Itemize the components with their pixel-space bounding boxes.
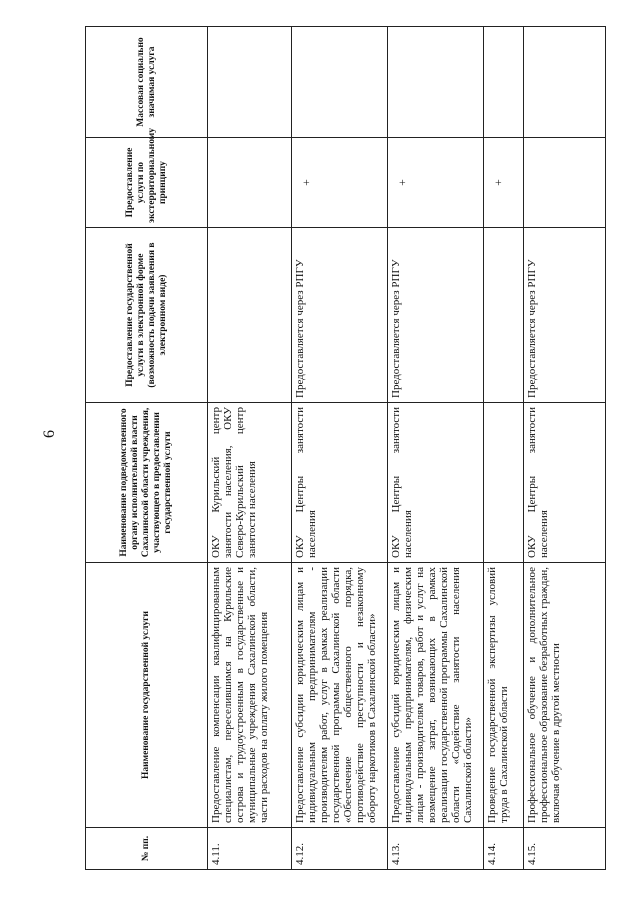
table-row <box>524 27 606 870</box>
row-service: Профессиональное обучение и дополнительное профессиональное образование безработных граждан, включая обучение в другой местности <box>524 563 606 828</box>
row-num: 4.12. <box>292 828 388 870</box>
table-row <box>292 27 388 870</box>
table-row <box>388 27 484 870</box>
row-extraterritorial <box>208 138 292 228</box>
row-service: Проведение государственной экспертизы условий труда в Сахалинской области <box>484 563 524 828</box>
row-electronic: Предоставляется через РПГУ <box>292 228 388 403</box>
row-electronic: Предоставляется через РПГУ <box>524 228 606 403</box>
row-service: Предоставление компенсации квалифицированным специалистам, переселившимся на Курильские острова и трудоустроенным в государственные и муниципальные учреждения Сахалинской области, части расходов на оплату жилого помещения <box>208 563 292 828</box>
row-agency: ОКУ Центры занятости населения <box>292 403 388 563</box>
table-header-row <box>86 27 208 870</box>
row-electronic: Предоставляется через РПГУ <box>388 228 484 403</box>
header-num: № пп. <box>86 828 208 870</box>
services-table <box>85 26 606 870</box>
page-number: 6 <box>41 430 58 438</box>
header-extraterritorial: Предоставление услуги по экстерриториальному принципу <box>86 138 208 228</box>
row-agency: ОКУ Курильский центр занятости населения, ОКУ Северо-Курильский центр занятости населения <box>208 403 292 563</box>
header-electronic: Предоставление государственной услуги в электронной форме (возможность подачи заявления в электронном виде) <box>86 228 208 403</box>
row-extraterritorial <box>524 138 606 228</box>
row-num: 4.15. <box>524 828 606 870</box>
row-mass <box>484 27 524 138</box>
header-service: Наименование государственной услуги <box>86 563 208 828</box>
row-agency: ОКУ Центры занятости населения <box>524 403 606 563</box>
row-extraterritorial: + <box>388 138 484 228</box>
row-electronic <box>484 228 524 403</box>
row-extraterritorial: + <box>292 138 388 228</box>
row-mass <box>292 27 388 138</box>
row-mass <box>388 27 484 138</box>
table-row <box>208 27 292 870</box>
row-num: 4.13. <box>388 828 484 870</box>
row-agency: ОКУ Центры занятости населения <box>388 403 484 563</box>
header-agency: Наименование подведомственного органу исполнительной власти Сахалинской области учреждения, участвующего в предоставлении государственной услуги <box>86 403 208 563</box>
row-service: Предоставление субсидий юридическим лицам и индивидуальным предпринимателям, физическим лицам - производителям товаров, работ и услуг на возмещение затрат, возникающих в рамках реализации государственной программы Сахалинской области «Содействие занятости населения Сахалинской области» <box>388 563 484 828</box>
row-electronic <box>208 228 292 403</box>
row-mass <box>208 27 292 138</box>
table-row <box>484 27 524 870</box>
row-num: 4.14. <box>484 828 524 870</box>
row-extraterritorial: + <box>484 138 524 228</box>
services-table-container <box>85 27 605 870</box>
row-num: 4.11. <box>208 828 292 870</box>
row-agency <box>484 403 524 563</box>
header-mass: Массовая социально значимая услуга <box>86 27 208 138</box>
row-service: Предоставление субсидии юридическим лицам и индивидуальным предпринимателям - производителям работ, услуг в рамках реализации государственной программы Сахалинской области «Обеспечение общественного порядка, противодействие преступности и незаконному обороту наркотиков в Сахалинской области» <box>292 563 388 828</box>
row-mass <box>524 27 606 138</box>
